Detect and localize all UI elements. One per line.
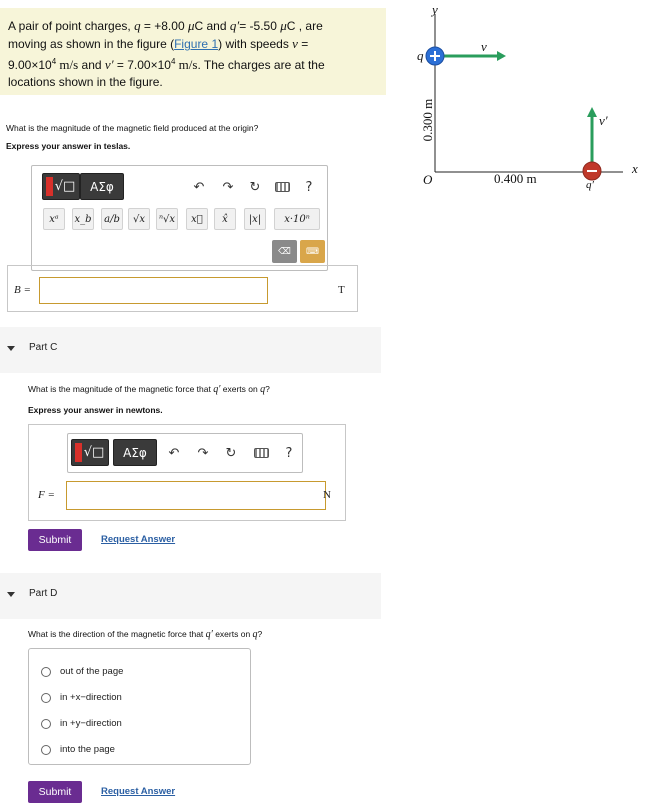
vprime-arrow-head [587, 107, 597, 117]
partC-answer-input[interactable] [66, 481, 326, 510]
partD-title: Part D [29, 588, 58, 599]
scientific-notation-button[interactable]: x·10ⁿ [274, 208, 320, 230]
partB-equation-toolbar [31, 165, 328, 271]
power-button[interactable]: xᵃ [43, 208, 65, 230]
nth-root-button[interactable]: ⁿ√x [156, 208, 178, 230]
origin-label: O [423, 172, 433, 187]
partC-request-answer-link[interactable]: Request Answer [101, 534, 176, 545]
reset-icon[interactable]: ↻ [249, 179, 261, 195]
sqrt-button[interactable]: √x [128, 208, 150, 230]
templates-button[interactable]: √□ [42, 173, 80, 200]
v-label: v [481, 39, 487, 54]
qprime-label: q′ [586, 179, 594, 191]
horizontal-distance-label: 0.400 m [494, 171, 537, 186]
fraction-button[interactable]: a/b [101, 208, 123, 230]
partB-unit: T [338, 284, 345, 296]
keyboard-icon[interactable] [254, 448, 269, 458]
keyboard-small-icon: ⌨ [306, 246, 319, 256]
greek-symbols-button[interactable]: ΑΣφ [80, 173, 124, 200]
option-radio[interactable] [41, 667, 51, 677]
option-radio[interactable] [41, 719, 51, 729]
partB-answer-input[interactable] [39, 277, 268, 304]
unit-vector-button[interactable]: x̂ [214, 208, 236, 230]
x-axis-label: x [632, 161, 638, 176]
partB-question: What is the magnitude of the magnetic field produced at the origin? [6, 123, 259, 133]
partD-request-answer-link[interactable]: Request Answer [101, 786, 176, 797]
problem-statement [0, 8, 386, 95]
option-radio[interactable] [41, 745, 51, 755]
backspace-icon: ⌫ [278, 246, 291, 256]
option-out-of-page[interactable]: out of the page [60, 666, 124, 677]
delete-button[interactable] [272, 240, 297, 263]
partC-instruction: Express your answer in newtons. [28, 405, 163, 415]
figure-diagram [405, 0, 645, 200]
problem-line-4: locations shown in the figure. [8, 75, 163, 89]
partC-answer-container [28, 424, 346, 521]
partC-equation-toolbar [67, 433, 303, 473]
subscript-button[interactable]: x_b [72, 208, 94, 230]
partC-unit: N [323, 489, 331, 501]
problem-line-2: moving as shown in the figure (Figure 1) with speeds v = [8, 36, 309, 51]
option-plus-y[interactable]: in +y−direction [60, 718, 122, 729]
undo-icon[interactable]: ↶ [168, 445, 180, 461]
reset-icon[interactable]: ↻ [225, 445, 237, 461]
partD-header[interactable] [0, 573, 381, 619]
option-into-page[interactable]: into the page [60, 744, 115, 755]
partC-submit-button[interactable]: Submit [28, 529, 82, 551]
y-axis-label: y [432, 2, 438, 17]
vector-button[interactable]: x⃗ [186, 208, 208, 230]
partD-submit-button[interactable]: Submit [28, 781, 82, 803]
partD-options-box [28, 648, 251, 765]
partB-instruction: Express your answer in teslas. [6, 141, 131, 151]
partC-answer-label: F = [38, 489, 55, 501]
problem-line-1: A pair of point charges, q = +8.00 μC and q′= -5.50 μC , are [8, 18, 323, 33]
templates-button[interactable]: √□ [71, 439, 109, 466]
greek-symbols-button[interactable]: ΑΣφ [113, 439, 157, 466]
keyboard-icon[interactable] [275, 182, 290, 192]
option-radio[interactable] [41, 693, 51, 703]
q-label: q [417, 48, 424, 63]
collapse-triangle-icon [7, 592, 15, 597]
partC-question: What is the magnitude of the magnetic force that q′ exerts on q? [28, 384, 270, 395]
redo-icon[interactable]: ↷ [197, 445, 209, 461]
partB-answer-label: B = [14, 284, 31, 296]
option-plus-x[interactable]: in +x−direction [60, 692, 122, 703]
problem-line-3: $9.00\times 10^4$ m/s and $v' = 7.00\times 10^4$ m/s. The charges are at the [8, 57, 325, 72]
vertical-distance-label: 0.300 m [420, 98, 435, 142]
v-arrow-head [497, 51, 506, 61]
help-button[interactable]: ? [305, 179, 313, 195]
collapse-triangle-icon [7, 346, 15, 351]
partC-header[interactable] [0, 327, 381, 373]
undo-icon[interactable]: ↶ [193, 179, 205, 195]
help-button[interactable]: ? [285, 445, 293, 461]
vprime-label: v′ [599, 113, 608, 128]
figure-link[interactable]: Figure 1 [174, 37, 219, 51]
redo-icon[interactable]: ↷ [222, 179, 234, 195]
partB-answer-row [7, 265, 358, 312]
keyboard-toggle-button[interactable] [300, 240, 325, 263]
partD-question: What is the direction of the magnetic force that q′ exerts on q? [28, 629, 263, 640]
partC-title: Part C [29, 342, 58, 353]
absolute-value-button[interactable]: |x| [244, 208, 266, 230]
